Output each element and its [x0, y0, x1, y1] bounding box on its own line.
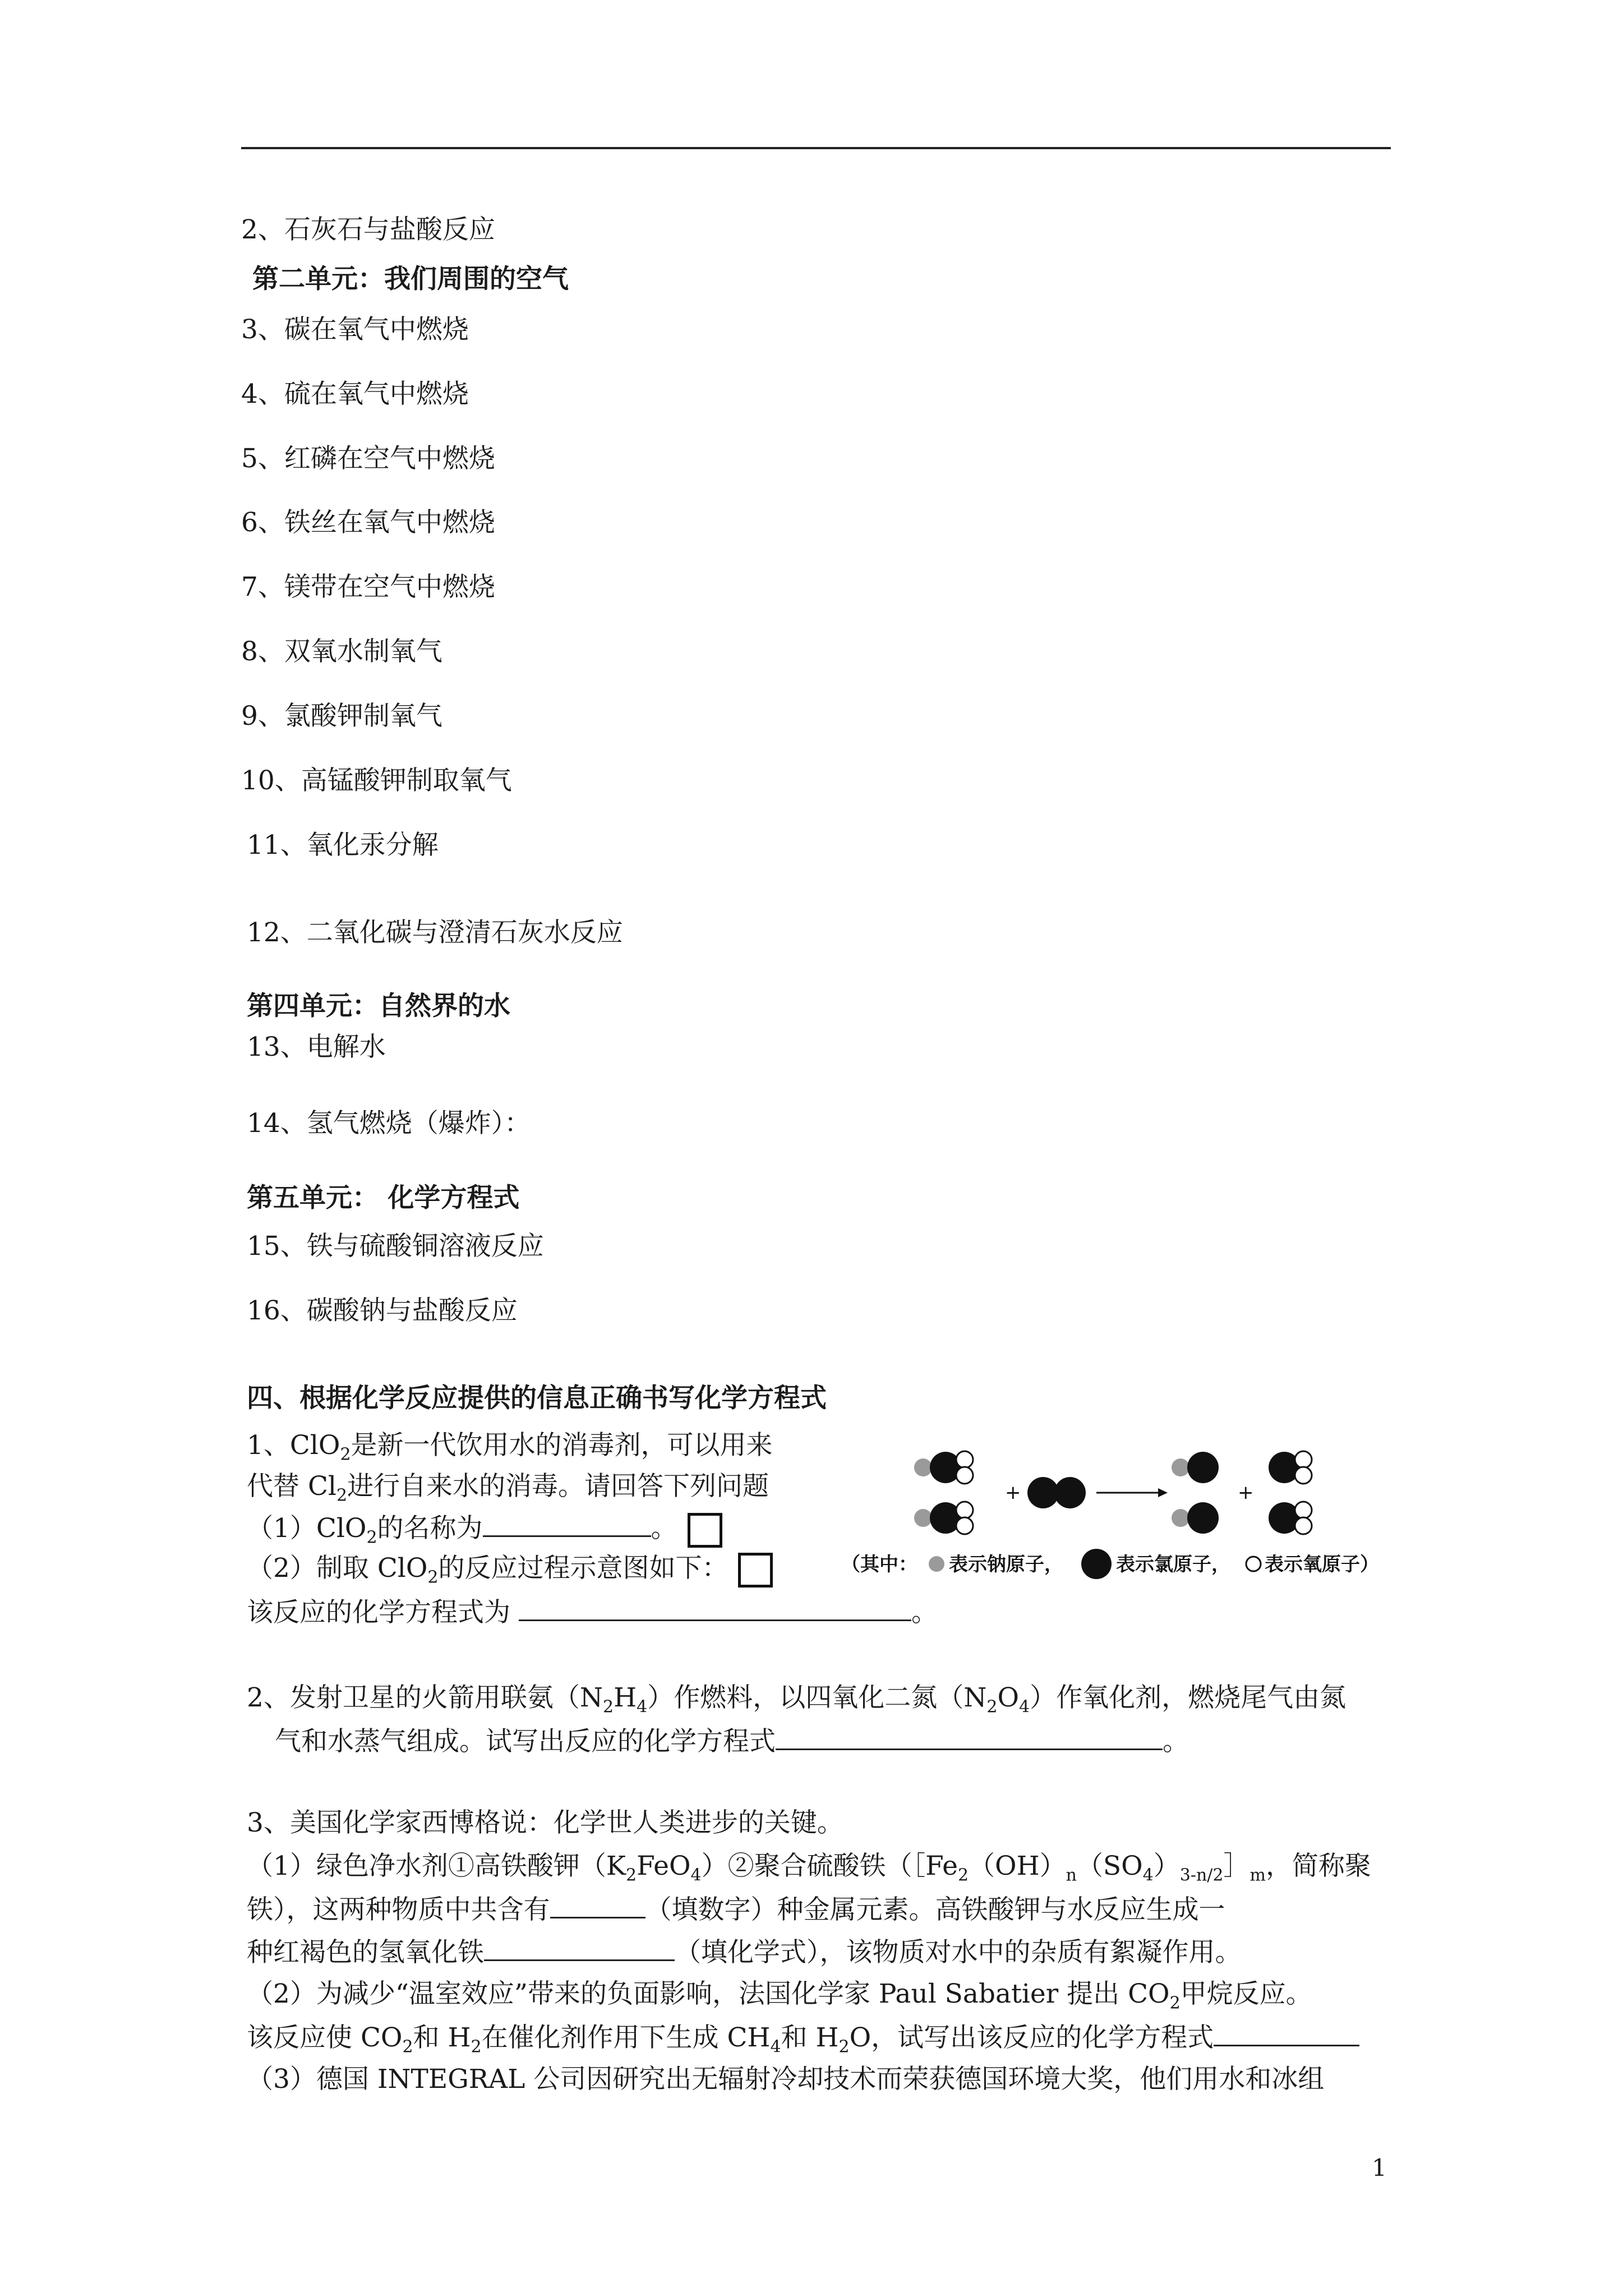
item-5: 5、红磷在空气中燃烧: [241, 443, 495, 474]
q2-line1: 2、发射卫星的火箭用联氨$(N_2H_4)$作燃料，以四氧化二氮$(N_2O_4)$作氧化剂，燃烧尾气由氮: [247, 1682, 1347, 1717]
q3-intro: 3、美国化学家西博格说：化学世人类进步的关键。: [247, 1807, 843, 1838]
q1-sub1: （1）ClO$_2$的名称为 。: [247, 1511, 722, 1554]
item-16: 16、碳酸钠与盐酸反应: [247, 1295, 518, 1326]
item-11: 11、氧化汞分解: [247, 830, 439, 861]
item-8: 8、双氧水制氧气: [241, 636, 442, 667]
reactant-cl2-molecule: [1027, 1477, 1086, 1508]
q3-part1-line1: （1）绿色净水剂①高铁酸钾$(K_2FeO_4)②$聚合硫酸铁（$[Fe_2(OH)_n(SO_4)_{3-n/2}]_m$，简称聚: [247, 1851, 1371, 1885]
q3-equation-blank[interactable]: [1214, 2020, 1359, 2046]
legend-sodium: 表示钠原子，: [949, 1553, 1063, 1576]
item-12: 12、二氧化碳与澄清石灰水反应: [247, 917, 623, 948]
product-nacl-molecule-1: [1172, 1452, 1219, 1483]
unit-5-heading: 第五单元： 化学方程式: [247, 1182, 520, 1213]
q3-part1-line3: 种红褐色的氢氧化铁 （填化学式），该物质对水中的杂质有絮凝作用。: [247, 1935, 1242, 1970]
reaction-arrow: [1096, 1488, 1168, 1497]
item-2: 2、石灰石与盐酸反应: [241, 214, 495, 245]
q3-metal-count-blank[interactable]: [550, 1892, 645, 1918]
oxygen-atom-icon: [1246, 1557, 1261, 1571]
reaction-diagram: [841, 1436, 1402, 1604]
q1-line2: 代替 $Cl_2$进行自来水的消毒。请回答下列问题: [247, 1471, 769, 1506]
reactant-naclo2-molecule-2: [914, 1502, 973, 1534]
q1-line1: 1、ClO$_2$是新一代饮用水的消毒剂，可以用来: [247, 1430, 773, 1465]
chlorine-atom-icon: [1081, 1549, 1112, 1579]
q1-sub2: （2）制取 ClO$_2$的反应过程示意图如下：: [247, 1552, 773, 1594]
q2-equation-blank[interactable]: [776, 1724, 1163, 1750]
legend-prefix: （其中：: [841, 1553, 917, 1576]
plus-sign-1: +: [1005, 1481, 1021, 1504]
q1-name-blank[interactable]: [483, 1511, 651, 1537]
q1-sub1-box[interactable]: [688, 1513, 722, 1548]
header-rule: [241, 147, 1391, 149]
q3-part3-line1: （3）德国 INTEGRAL 公司因研究出无辐射冷却技术而荣获德国环境大奖，他们用水和冰组: [247, 2064, 1325, 2095]
product-clo2-molecule-1: [1269, 1451, 1312, 1484]
plus-sign-2: +: [1238, 1481, 1254, 1504]
item-7: 7、镁带在空气中燃烧: [241, 572, 495, 602]
item-14: 14、氢气燃烧（爆炸）：: [247, 1108, 531, 1139]
q3-part2-line2: 该反应使 $CO_2$和 $H_2$在催化剂作用下生成 $CH_4$和 $H_2O$，试写出该反应的化学方程式: [247, 2020, 1359, 2064]
item-10: 10、高锰酸钾制取氧气: [241, 765, 512, 796]
legend-oxygen: 表示氧原子）: [1265, 1553, 1379, 1576]
unit-4-heading: 第四单元：自然界的水: [247, 991, 510, 1022]
q1-sub2-box[interactable]: [738, 1553, 773, 1588]
q3-part2-line1: （2）为减少“温室效应”带来的负面影响，法国化学家 Paul Sabatier 提出 $CO_2$甲烷反应。: [247, 1978, 1312, 2013]
sodium-atom-icon: [929, 1556, 944, 1572]
section-4-title: 四、根据化学反应提供的信息正确书写化学方程式: [247, 1383, 827, 1414]
unit-2-heading: 第二单元：我们周围的空气: [252, 264, 569, 295]
q3-part1-line2: 铁），这两种物质中共含有 （填数字）种金属元素。高铁酸钾与水反应生成一: [247, 1892, 1225, 1927]
product-clo2-molecule-2: [1269, 1502, 1312, 1534]
q2-line2: 气和水蒸气组成。试写出反应的化学方程式 。: [275, 1724, 1189, 1759]
item-4: 4、硫在氧气中燃烧: [241, 379, 469, 409]
item-6: 6、铁丝在氧气中燃烧: [241, 507, 495, 538]
product-nacl-molecule-2: [1172, 1502, 1219, 1534]
item-3: 3、碳在氧气中燃烧: [241, 314, 469, 345]
q1-equation-line: 该反应的化学方程式为 。: [247, 1595, 938, 1630]
item-15: 15、铁与硫酸铜溶液反应: [247, 1231, 544, 1262]
page-number: 1: [1372, 2154, 1387, 2182]
item-13: 13、电解水: [247, 1032, 386, 1062]
reactant-naclo2-molecule-1: [914, 1451, 973, 1484]
item-9: 9、氯酸钾制氧气: [241, 701, 442, 731]
q3-formula-blank[interactable]: [484, 1935, 675, 1961]
legend-chlorine: 表示氯原子，: [1116, 1553, 1230, 1576]
